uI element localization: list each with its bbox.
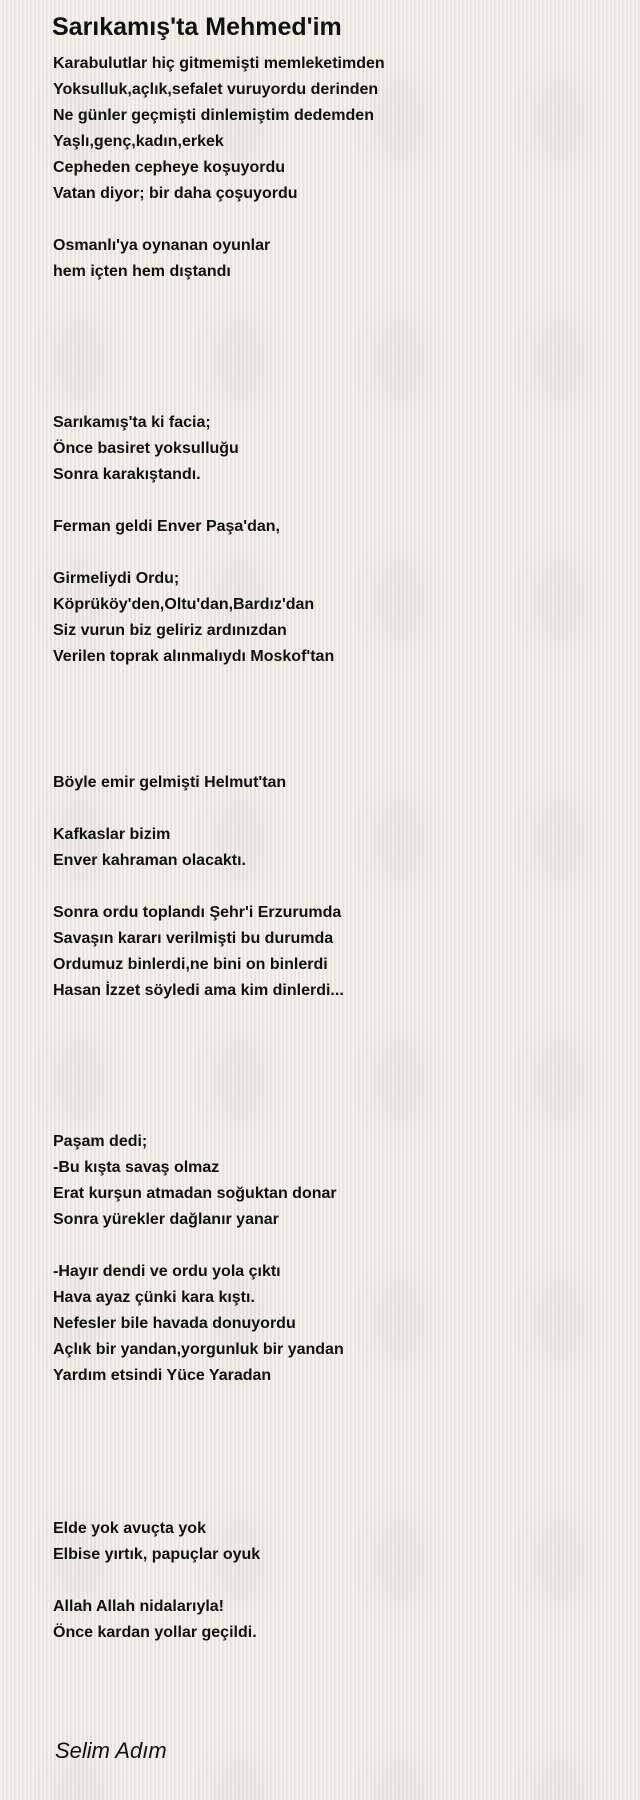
poem-line: Yaşlı,genç,kadın,erkek xyxy=(53,133,224,150)
poem-line: Nefesler bile havada donuyordu xyxy=(53,1315,296,1332)
poem-line: Kafkaslar bizim xyxy=(53,826,171,843)
poem-line: Sonra yürekler dağlanır yanar xyxy=(53,1211,279,1228)
poem-line: Açlık bir yandan,yorgunluk bir yandan xyxy=(53,1341,344,1358)
poem-line: Verilen toprak alınmalıydı Moskof'tan xyxy=(53,648,335,665)
poem-line: Vatan diyor; bir daha çoşuyordu xyxy=(53,185,298,202)
poem-line: Elbise yırtık, papuçlar oyuk xyxy=(53,1546,261,1563)
poem-line: Yoksulluk,açlık,sefalet vuruyordu derinden xyxy=(53,81,379,98)
poem-line: -Bu kışta savaş olmaz xyxy=(53,1159,220,1176)
poem-line: hem içten hem dıştandı xyxy=(53,263,231,280)
poem-line: Paşam dedi; xyxy=(53,1133,148,1150)
poem-line: Sonra ordu toplandı Şehr'i Erzurumda xyxy=(53,904,342,921)
poem-line: Yardım etsindi Yüce Yaradan xyxy=(53,1367,272,1384)
poem-line: Enver kahraman olacaktı. xyxy=(53,852,246,869)
poem-line: Erat kurşun atmadan soğuktan donar xyxy=(53,1185,337,1202)
poem-line: Cepheden cepheye koşuyordu xyxy=(53,159,286,176)
poem-line: Ordumuz binlerdi,ne bini on binlerdi xyxy=(53,956,328,973)
poem-line: Sarıkamış'ta ki facia; xyxy=(53,414,211,431)
poem-line: Önce basiret yoksulluğu xyxy=(53,440,239,457)
poem-line: Ne günler geçmişti dinlemiştim dedemden xyxy=(53,107,374,124)
poem-line: Osmanlı'ya oynanan oyunlar xyxy=(53,237,271,254)
poem-line: Böyle emir gelmişti Helmut'tan xyxy=(53,774,287,791)
poem-line: -Hayır dendi ve ordu yola çıktı xyxy=(53,1263,281,1280)
poem-line: Girmeliydi Ordu; xyxy=(53,570,180,587)
poem-title: Sarıkamış'ta Mehmed'im xyxy=(52,13,342,41)
poem-line: Köprüköy'den,Oltu'dan,Bardız'dan xyxy=(53,596,315,613)
poem-line: Elde yok avuçta yok xyxy=(53,1520,206,1537)
poem-line: Sonra karakıştandı. xyxy=(53,466,201,483)
author-signature: Selim Adım xyxy=(55,1738,167,1763)
poem-line: Önce kardan yollar geçildi. xyxy=(53,1624,257,1641)
poem-line: Karabulutlar hiç gitmemişti memleketimden xyxy=(53,55,385,72)
poem-line: Ferman geldi Enver Paşa'dan, xyxy=(53,518,280,535)
poem-line: Savaşın kararı verilmişti bu durumda xyxy=(53,930,334,947)
poem-line: Allah Allah nidalarıyla! xyxy=(53,1598,225,1615)
poem-line: Hava ayaz çünki kara kıştı. xyxy=(53,1289,255,1306)
poem-line: Hasan İzzet söyledi ama kim dinlerdi... xyxy=(53,982,344,999)
poem-line: Siz vurun biz geliriz ardınızdan xyxy=(53,622,287,639)
